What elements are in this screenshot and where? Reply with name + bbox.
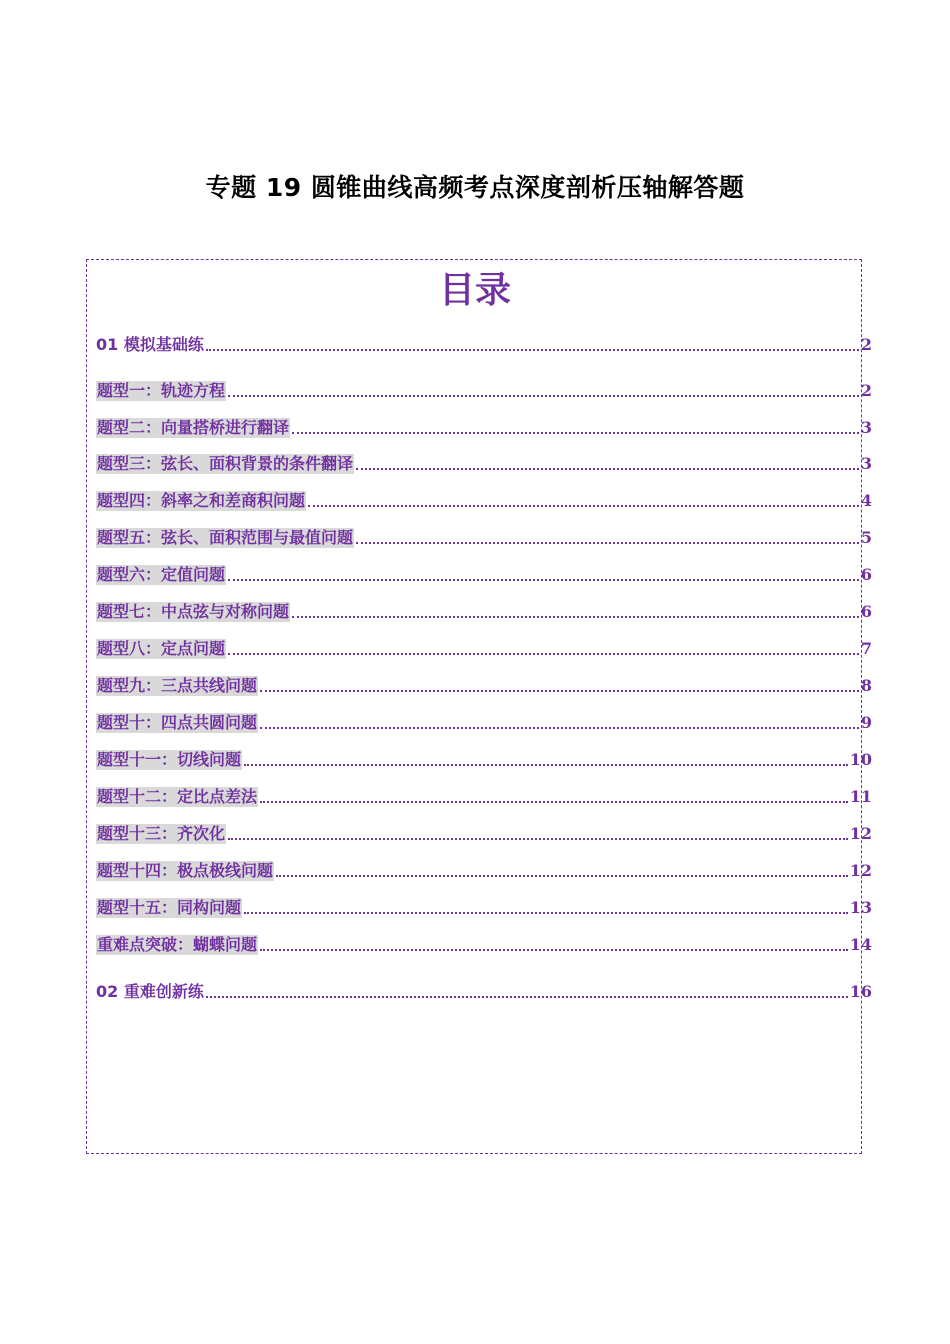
toc-entry-page: 3 (860, 418, 872, 437)
toc-heading: 目录 (438, 270, 511, 311)
toc-entry-label: 题型九：三点共线问题 (97, 676, 258, 695)
toc-entry[interactable] (96, 452, 872, 474)
toc-entry-label: 题型十三：齐次化 (97, 824, 226, 843)
toc-entry-page: 11 (849, 787, 872, 806)
dot-leader (308, 505, 859, 507)
dot-leader (260, 949, 848, 951)
toc-entry-page: 13 (849, 898, 872, 917)
toc-entry-label: 题型十一：切线问题 (97, 750, 242, 769)
dot-leader (228, 579, 859, 581)
toc-entry-label: 题型五：弦长、面积范围与最值问题 (97, 528, 354, 547)
toc-entry-page: 4 (860, 491, 872, 510)
toc-entry-page: 5 (860, 528, 872, 547)
toc-entry-page: 14 (849, 935, 872, 954)
dot-leader (356, 542, 859, 544)
toc-entry[interactable] (96, 785, 872, 807)
toc-entry[interactable] (96, 933, 872, 955)
toc-entry-page: 12 (849, 824, 872, 843)
dot-leader (260, 801, 848, 803)
dot-leader (228, 653, 859, 655)
dot-leader (292, 616, 859, 618)
toc-entry-page: 6 (860, 602, 872, 621)
toc-entry[interactable] (96, 711, 872, 733)
toc-entry[interactable] (96, 896, 872, 918)
toc-entry-label: 题型一：轨迹方程 (97, 381, 226, 400)
toc-entry[interactable] (96, 859, 872, 881)
dot-leader (244, 912, 848, 914)
toc-entry-page: 8 (860, 676, 872, 695)
dot-leader (356, 468, 859, 470)
toc-entry-page: 10 (849, 750, 872, 769)
toc-entry-page: 3 (860, 454, 872, 473)
toc-entry-section-2[interactable] (96, 980, 872, 1002)
dot-leader (292, 432, 859, 434)
toc-entry-page: 2 (860, 335, 872, 354)
toc-entry-label: 题型四：斜率之和差商积问题 (97, 491, 306, 510)
toc-entry-label: 题型八：定点问题 (97, 639, 226, 658)
toc-entry[interactable] (96, 674, 872, 696)
toc-entry-label: 题型七：中点弦与对称问题 (97, 602, 290, 621)
toc-entry[interactable] (96, 489, 872, 511)
toc-entry-page: 2 (860, 381, 872, 400)
toc-entry[interactable] (96, 748, 872, 770)
toc-entry[interactable] (96, 563, 872, 585)
toc-entry[interactable] (96, 379, 872, 401)
dot-leader (206, 996, 848, 998)
toc-entry-page: 9 (860, 713, 872, 732)
toc-entry[interactable] (96, 637, 872, 659)
dot-leader (260, 727, 859, 729)
toc-entry-page: 16 (849, 982, 872, 1001)
toc-entry-label: 题型六：定值问题 (97, 565, 226, 584)
toc-entry-page: 12 (849, 861, 872, 880)
toc-entry-label: 题型十二：定比点差法 (97, 787, 258, 806)
toc-entry[interactable] (96, 526, 872, 548)
toc-entry-label: 题型十：四点共圆问题 (97, 713, 258, 732)
toc-entry-label: 题型十四：极点极线问题 (97, 861, 274, 880)
dot-leader (228, 395, 859, 397)
toc-entry-label: 02 重难创新练 (96, 982, 204, 1001)
toc-entry[interactable] (96, 822, 872, 844)
document-title: 专题 19 圆锥曲线高频考点深度剖析压轴解答题 (205, 173, 745, 202)
toc-entry[interactable] (96, 416, 872, 438)
toc-entry-label: 题型二：向量搭桥进行翻译 (97, 418, 290, 437)
toc-entry-label: 01 模拟基础练 (96, 335, 204, 354)
toc-entry-page: 6 (860, 565, 872, 584)
toc-entry-label: 题型三：弦长、面积背景的条件翻译 (97, 454, 354, 473)
toc-entry-section-1[interactable] (96, 333, 872, 355)
dot-leader (276, 875, 848, 877)
dot-leader (228, 838, 848, 840)
dot-leader (206, 349, 859, 351)
toc-entry[interactable] (96, 600, 872, 622)
dot-leader (260, 690, 859, 692)
toc-entry-label: 重难点突破：蝴蝶问题 (97, 935, 258, 954)
toc-entry-page: 7 (860, 639, 872, 658)
dot-leader (244, 764, 848, 766)
toc-entry-label: 题型十五：同构问题 (97, 898, 242, 917)
